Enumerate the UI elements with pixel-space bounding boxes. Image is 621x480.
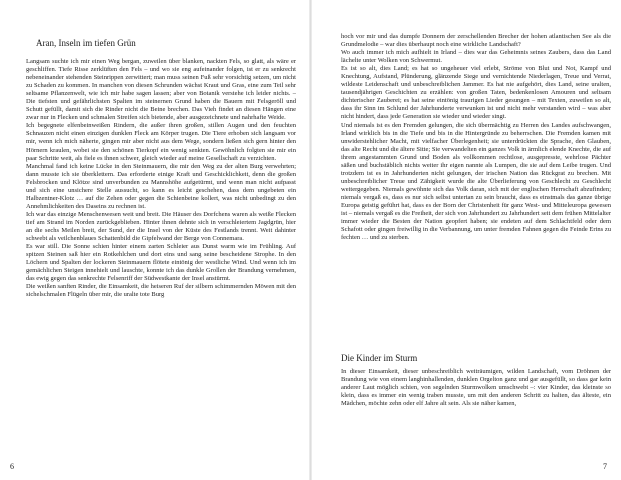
paragraph: Es war still. Die Sonne schien hinter einem zarten Schleier aus Dunst warm wie im Frühling. Auf spitzen Steinen saß hier ein Rotkehlchen und dort eins und sang seine bescheidene Strophe. In den Löchern und Spalten der lockeren Steinmauern flötete eintönig der westliche Wind. Und wenn ich im gemächlichen Steigen innehielt und lauschte, konnte ich das dunkle Grollen der Brandung vernehmen, das ewig gegen das senkrechte Felsenriff der Südwestkante der Insel anstürmt. <box>26 243 296 283</box>
paragraph: Es ist so alt, dies Land; es hat so ungeheuer viel erlebt, Ströme von Blut und Not, Kampf und Knechtung, Aufstand, Plünderung, glänzende Siege und vernichtende Niederlagen, Treue und Verrat, wildeste Leidenschaft und unbeschreiblichen Jammer. Es hat nie aufgehört, dies Land, seine uralten, tausendjährigen Geschichten zu erzählen: von großen Taten, bedenkenlosen Amouren und seltsam dichterischer Zauberei; es hat seine eintönig traurigen Lieder gesungen – mit Texten, zuweilen so alt, dass ihr Sinn im Schlund der Jahrhunderte verwunken ist und nicht mehr verstanden wird – was aber nicht hindert, dass jede Generation sie wieder und wieder singt. <box>341 65 611 121</box>
right-body-text-continued <box>341 368 611 464</box>
page-number: 7 <box>603 462 607 471</box>
paragraph: Wo auch immer ich mich aufhielt in Irland – dies war das Geheimnis seines Zaubers, dass das Land lächelte unter Wolken von Schwermut. <box>341 49 611 65</box>
paragraph: hoch vor mir und das dumpfe Donnern der zerschellenden Brecher der hohen atlantischen See als die Grundmelodie – war dies überhaupt noch eine wirkliche Landschaft? <box>341 33 611 49</box>
paragraph: Ich begegnete elfenbeinweißen Rindern, die außer ihren großen, stillen Augen und den feuchten Schnauzen nicht einen einzigen dunklen Fleck am Körper trugen. Die Tiere erhoben sich langsam vor mir, wenn ich mich näherte, gingen mir aber nicht aus dem Wege, sondern ließen sich gern hinter den Hörnern kraulen, wobei sie den schönen Tierkopf ein wenig senkten. Gewöhnlich folgten sie mir ein paar Schritte weit, als fiele es ihnen schwer, gleich wieder auf meine Gesellschaft zu verzichten. <box>26 122 296 162</box>
chapter-heading: Aran, Inseln im tiefen Grün <box>36 38 136 48</box>
paragraph: In dieser Einsamkeit, dieser unbeschreiblich weiträumigen, wilden Landschaft, vom Dröhnen der Brandung wie von einem langhinhallenden, dunklen Orgelton ganz und gar ausgefüllt, so dass gar kein anderer Laut möglich schien, von segelnden Sturmwolken umschwebt –: vier Kinder, das kleinste so klein, dass es immer ein wenig traben musste, um mit den anderen Schritt zu halten, das älteste, ein Mädchen, möchte zehn oder elf Jahre alt sein. Als sie näher kamen, <box>341 368 611 408</box>
paragraph: Und niemals ist es den Fremden gelungen, die sich übermächtig zu Herren des Landes aufschwangen, Irland wirklich bis in die Tiefe und bis in die Hintergründe zu beherrschen. Die Fremden kamen mit unwiderstehlicher Macht, mit vielfacher Überlegenheit; sie unterdrückten die Sprache, den Glauben, das alte Recht und die ältere Sitte; Sie verwandelten ein ganzes Volk in ärmlich elende Knechte, die auf ihrem angestammten Grund und Boden als vollkommen rechtlose, ausgepresste, wehrlose Pächter säßen und buchstäblich nichts weiter ihr eigen nannte als Lumpen, die sie auf dem Leibe trugen. Und trotzdem ist es in Jahrhunderten nicht gelungen, der irischen Nation das Rückgrat zu brechen. Mit unbeschreiblicher Treue und Zähigkeit wurde die alte Überlieferung von Geschlecht zu Geschlecht weitergegeben. Niemals gewöhnte sich das Volk daran, sich mit der englischen Herrschaft abzufinden; niemals vergaß es, dass es nur sich selbst untertan zu sein braucht, dass es einstmals das ganze übrige Europa geistig geführt hat, dass es der Born der Christenheit für ganz West- und Mitteleuropa gewesen ist – niemals vergaß es die Freiheit, der sich von Jahrhundert zu Jahrhundert seit dem frühen Mittelalter immer wieder die Besten der Nation geopfert haben; sie endeten auf dem Schlachtfeld oder dem Schafott oder gingen freiwillig in die Verbannung, um unter fremden Fahnen gegen die Feinde Erins zu fechten … und zu sterben. <box>341 121 611 242</box>
right-body-text <box>341 33 611 351</box>
paragraph: Manchmal fand ich keine Lücke in den Steinmauern, die mir den Weg zu der alten Burg verwehrten; dann musste ich sie überklettern. Das erforderte einige Kraft und Geschicklichkeit, denn die großen Felsbrocken und Klötze sind unverbunden zu Mannshöhe aufgetürmt, und wenn man nicht aufpasst und sich eine unsichere Stelle aussucht, so kann es leicht geschehen, dass dem ungebeten ein Halbzentner-Klotz … auf die Zehen oder gegen die Schienbeine kollert, was nicht unbedingt zu den Annehmlichkeiten des Daseins zu rechnen ist. <box>26 162 296 210</box>
paragraph: Ich war das einzige Menschenwesen weit und breit. Die Häuser des Dorfchens waren als weiße Flecken tief am Strand im Norden zurückgeblieben. Hinter ihnen dehnte sich in verschleiertem Jagdgrün, hier an die sechs Meilen breit, der Sund, der die Insel von der Küste des Festlands trennt. Weit dahinter schwebt als veilchenblaues Schattenbild die Gipfelwand der Berge von Connemara. <box>26 210 296 243</box>
left-page <box>0 0 310 480</box>
left-body-text <box>26 58 296 458</box>
page-number: 6 <box>10 462 14 471</box>
chapter-heading: Die Kinder im Sturm <box>341 353 418 363</box>
paragraph: Langsam suchte ich mir einen Weg bergan, zuweilen über blanken, nackten Fels, so glatt, als wäre er geschliffen. Tiefe Risse zerklüften den Fels – und wo sie eng aufeinander folgen, ist er zu senkrecht nebeneinander stehenden Steinrippen zerwittert; man muss seinen Fuß sehr vorsichtig setzen, um nicht zu Schaden zu kommen. In manchen von diesen Schrunden wächst Kraut und Gras, eine zum Teil sehr seltsame Pflanzenwelt, wie ich mir habe sagen lassen; aber von Botanik verstehe ich leider nichts. – Die tiefsten und gefährlichsten Spalten im steinernen Grund haben die Bauern mit Felsgeröll und Schutt gefüllt, damit sich die Rinder nicht die Beine brechen. Das Vieh findet an diesen Hängen eine zwar nur in Flecken und schmalen Streifen sich bietende, aber ausgezeichnete und nahrhafte Weide. <box>26 58 296 122</box>
paragraph: Die weißen sanften Rinder, die Einsamkeit, die heiseren Ruf der silbern schimmernden Möwen mit den sichelschmalen Flügeln über mir, die uralte tote Burg <box>26 283 296 299</box>
right-page <box>311 0 621 480</box>
